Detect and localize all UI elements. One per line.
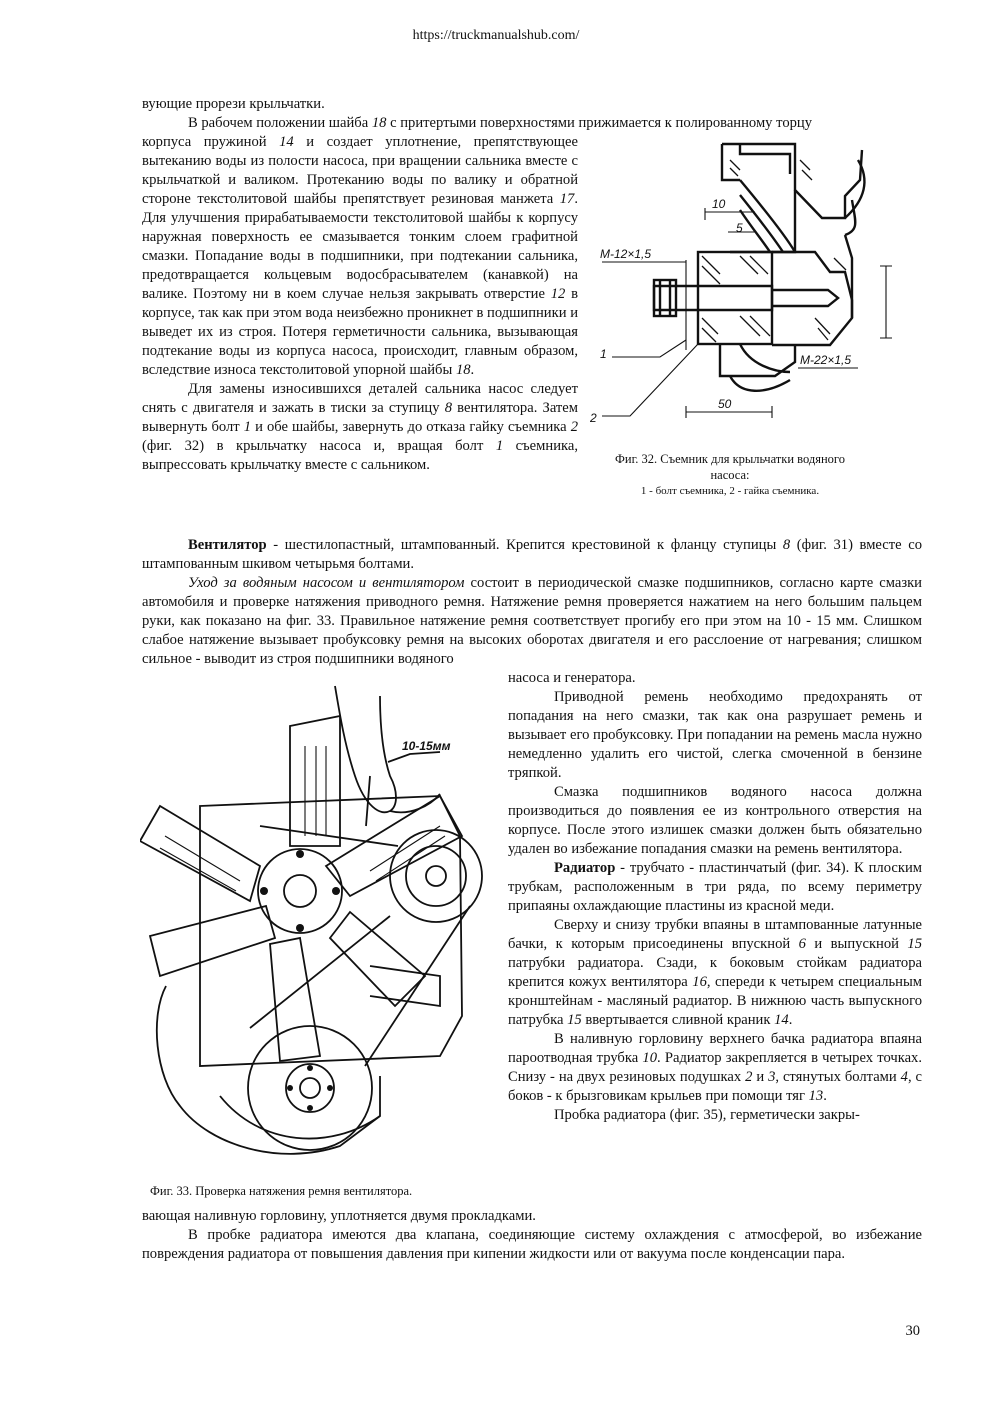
caption-title: Фиг. 32. Съемник для крыльчатки водяного насоса:: [615, 452, 845, 482]
paragraph: корпуса пружиной 14 и создает уплотнение, препятствующее вытеканию воды из полости насоса, при вращении сальника вместе с крыльчаткой и валиком. Протеканию воды по валику и обратной стороне текстолитовой шайбы препятствует резиновая манжета 17. Для улучшения прирабатываемости текстолитовой шайбы к корпусу наружная поверхность ее смазывается тонким слоем графитной смазки. Попадание воды в подшипники, при подтекании сальника, предотвращается кольцевым водосбрасывателем (канавкой) на валике. Поэтому ни в коем случае нельзя закрывать отверстие 12 в корпусе, так как при этом вода неизбежно проникнет в подшипники и выведет их из строя. Потеря герметичности сальника, вызывающая подтекание воды из корпуса насоса, происходит, главным образом, вследствие износа текстолитовой упорной шайбы 18.: [142, 134, 579, 378]
paragraph: Смазка подшипников водяного насоса должна производиться до появления ее из контрольного отверстия на корпусе. После этого излишек смазки должен быть обязательно удален во избежание попадания смазки на ремень вентилятора.: [508, 784, 922, 857]
page-number: 30: [905, 1323, 920, 1339]
figure-33-belt-check-drawing: [140, 676, 486, 1176]
bottom-text: [142, 1207, 922, 1264]
fig32-label-5: 5: [736, 221, 743, 235]
paragraph: Радиатор - трубчато - пластинчатый (фиг. 34). К плоским трубкам, расположенным в три ряда, по всему периметру припаяны охлаждающие пластины из красной меди.: [508, 860, 922, 914]
top-text: [142, 95, 922, 133]
fig32-label-2: 2: [590, 411, 597, 425]
fig32-label-m12: M-12×1,5: [600, 247, 652, 261]
paragraph: В пробке радиатора имеются два клапана, соединяющие систему охлаждения с атмосферой, во избежание повреждения радиатора от повышения давления при кипении жидкости или от вакуума после конденсации пара.: [142, 1227, 922, 1262]
paragraph: насоса и генератора.: [508, 670, 636, 686]
paragraph: В наливную горловину верхнего бачка радиатора впаяна пароотводная трубка 10. Радиатор закрепляется в четырех точках. Снизу - на двух резиновых подушках 2 и 3, стянутых болтами 4, с боков - к брызговикам крыльев при помощи тяг 13.: [508, 1031, 923, 1104]
figure-33-caption: Фиг. 33. Проверка натяжения ремня вентилятора.: [150, 1184, 413, 1198]
right-column-text: [508, 669, 922, 1125]
fig32-label-1: 1: [600, 347, 607, 361]
figure-32-puller-drawing: [590, 140, 900, 440]
paragraph: Для замены износившихся деталей сальника насос следует снять с двигателя и зажать в тиски за ступицу 8 вентилятора. Затем вывернуть болт 1 и обе шайбы, завернуть до отказа гайку съемника 2 (фиг. 32) в крыльчатку насоса и, вращая болт 1 съемника, выпрессовать крыльчатку вместе с сальником.: [142, 381, 579, 473]
paragraph: Вентилятор - шестилопастный, штампованный. Крепится крестовиной к фланцу ступицы 8 (фиг. 31) вместе со штампованным шкивом четырьмя болтами.: [142, 537, 922, 572]
paragraph: Приводной ремень необходимо предохранять от попадания на него смазки, так как она разрушает ремень и вызывает его пробуксовку. При попадании на ремень масла нужно немедленно удалить его чистой, слегка смоченной в бензине тряпкой.: [508, 689, 922, 781]
left-column-text: [142, 133, 578, 475]
paragraph: Пробка радиатора (фиг. 35), герметически закры-: [554, 1107, 860, 1123]
fig32-label-50: 50: [718, 397, 732, 411]
paragraph: вающая наливную горловину, уплотняется двумя прокладками.: [142, 1208, 536, 1224]
fig33-label-10-15: 10-15мм: [402, 739, 451, 753]
figure-32-caption: [600, 451, 860, 499]
caption-legend: 1 - болт съемника, 2 - гайка съемника.: [640, 485, 820, 497]
paragraph: Уход за водяным насосом и вентилятором состоит в периодической смазке подшипников, согласно карте смазки автомобиля и проверке натяжения приводного ремня. Натяжение ремня проверяется нажатием на него большим пальцем руки, как показано на фиг. 33. Правильное натяжение ремня соответствует прогибу его при этом на 10 - 15 мм. Слишком слабое натяжение вызывает пробуксовку ремня на высоких оборотах двигателя и его расслоение от нагревания; слишком сильное - выводит из строя подшипники водяного: [142, 575, 922, 667]
paragraph: вующие прорези крыльчатки.: [142, 96, 325, 112]
middle-text: [142, 536, 922, 669]
paragraph: Сверху и снизу трубки впаяны в штампованные латунные бачки, к которым присоединены впускной 6 и выпускной 15 патрубки радиатора. Сзади, к боковым стойкам радиатора крепится кожух вентилятора 16, спереди к четырем специальным кронштейнам - масляный радиатор. В нижнюю часть выпускного патрубка 15 ввертывается сливной краник 14.: [508, 917, 923, 1028]
fig32-label-10: 10: [712, 197, 726, 211]
page-url: https://truckmanualshub.com/: [412, 28, 580, 43]
paragraph: В рабочем положении шайба 18 с притертыми поверхностями прижимается к полированному торцу: [188, 115, 813, 131]
fig32-label-m22: M-22×1,5: [800, 353, 852, 367]
